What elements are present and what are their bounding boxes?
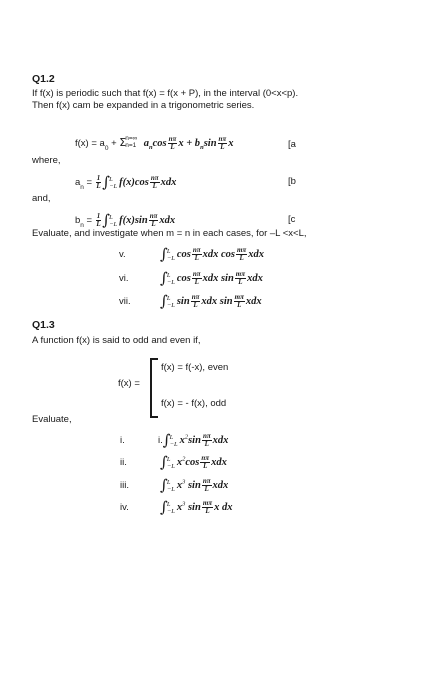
- fx-label: f(x) =: [118, 378, 140, 389]
- item-v-label: v.: [119, 249, 126, 260]
- item-i-prefix: i.: [158, 435, 163, 446]
- q12-line1: If f(x) is periodic such that f(x) = f(x + P), in the interval (0<x<p).: [32, 88, 299, 99]
- item-iv-label: iv.: [120, 502, 129, 513]
- q12-heading: Q1.2: [32, 73, 55, 85]
- eq-b-lhs-sub: n: [80, 184, 84, 192]
- eq-a-lhs-sub: 0: [104, 145, 109, 153]
- equation-a: [75, 133, 234, 152]
- eq-c-lhs: b: [75, 215, 81, 226]
- q13-line1: A function f(x) is said to odd and even if,: [32, 335, 201, 346]
- equation-c: $b_n$ = $\frac{1}{L}$ ∫ L −L f(x)sin $\frac{n\pi}{L}$ xdx: [75, 211, 176, 230]
- eq-c-lhs-sub: n: [80, 222, 84, 230]
- cases-bracket: [150, 358, 158, 418]
- case-odd: f(x) = - f(x), odd: [161, 398, 227, 409]
- item-v-expression: ∫ L −L cos $\frac{n\pi}{L}$ xdx cos $\frac{m\pi}{L}$ xdx: [160, 245, 264, 263]
- item-vii-label: vii.: [119, 296, 131, 307]
- eq-a-body: $a_n\cos$ $\frac{n\pi}{L}$ $x + b_n\sin$ $\frac{n\pi}{L}$ x: [143, 135, 234, 152]
- item-i-label: i.: [120, 435, 125, 446]
- tag-a: [a: [288, 139, 296, 150]
- q13-evaluate: Evaluate,: [32, 414, 72, 425]
- item-vii-expression: ∫ L −L sin $\frac{n\pi}{L}$ xdx sin $\frac{m\pi}{L}$ xdx: [160, 292, 262, 310]
- item-iii-expression: ∫ L −L $x^3$ sin $\frac{n\pi}{L}$ xdx: [160, 476, 229, 494]
- item-i-expression: i.∫ L −L $x^2\sin$ $\frac{n\pi}{L}$ xdx: [158, 431, 229, 449]
- item-ii-expression: ∫ L −L $x^2\cos$ $\frac{n\pi}{L}$ xdx: [160, 453, 227, 471]
- item-ii-label: ii.: [120, 457, 127, 468]
- eq-a-plus: +: [108, 138, 120, 149]
- item-iii-label: iii.: [120, 480, 129, 491]
- and-label: and,: [32, 193, 51, 204]
- where-label: where,: [32, 155, 61, 166]
- equation-b: $a_n$ = $\frac{1}{L}$ ∫ L −L f(x)cos $\frac{n\pi}{L}$ xdx: [75, 173, 177, 192]
- sum-symbol: Σ: [119, 136, 127, 149]
- tag-c: [c: [288, 214, 296, 225]
- case-even: f(x) = f(-x), even: [161, 362, 229, 373]
- eq-b-eq: =: [83, 177, 95, 188]
- tag-b: [b: [288, 176, 296, 187]
- sum-limits: [125, 135, 137, 149]
- sum-upper: n=∞: [125, 134, 138, 142]
- eq-a-lhs: f(x) = a: [75, 138, 105, 149]
- item-vi-expression: ∫ L −L cos $\frac{n\pi}{L}$ xdx sin $\frac{m\pi}{L}$ xdx: [160, 269, 263, 287]
- q12-line2: Then f(x) cam be expanded in a trigonometric series.: [32, 100, 255, 111]
- sum-lower: n=1: [125, 141, 137, 149]
- eq-c-eq: =: [83, 215, 95, 226]
- item-vi-label: vi.: [119, 273, 129, 284]
- eq-b-lhs: a: [75, 177, 81, 188]
- q13-heading: Q1.3: [32, 319, 55, 331]
- evaluate-line: Evaluate, and investigate when m = n in each cases, for –L <x<L,: [32, 228, 307, 239]
- item-iv-expression: ∫ L −L $x^3$ sin $\frac{m\pi}{L}$ x dx: [160, 498, 233, 516]
